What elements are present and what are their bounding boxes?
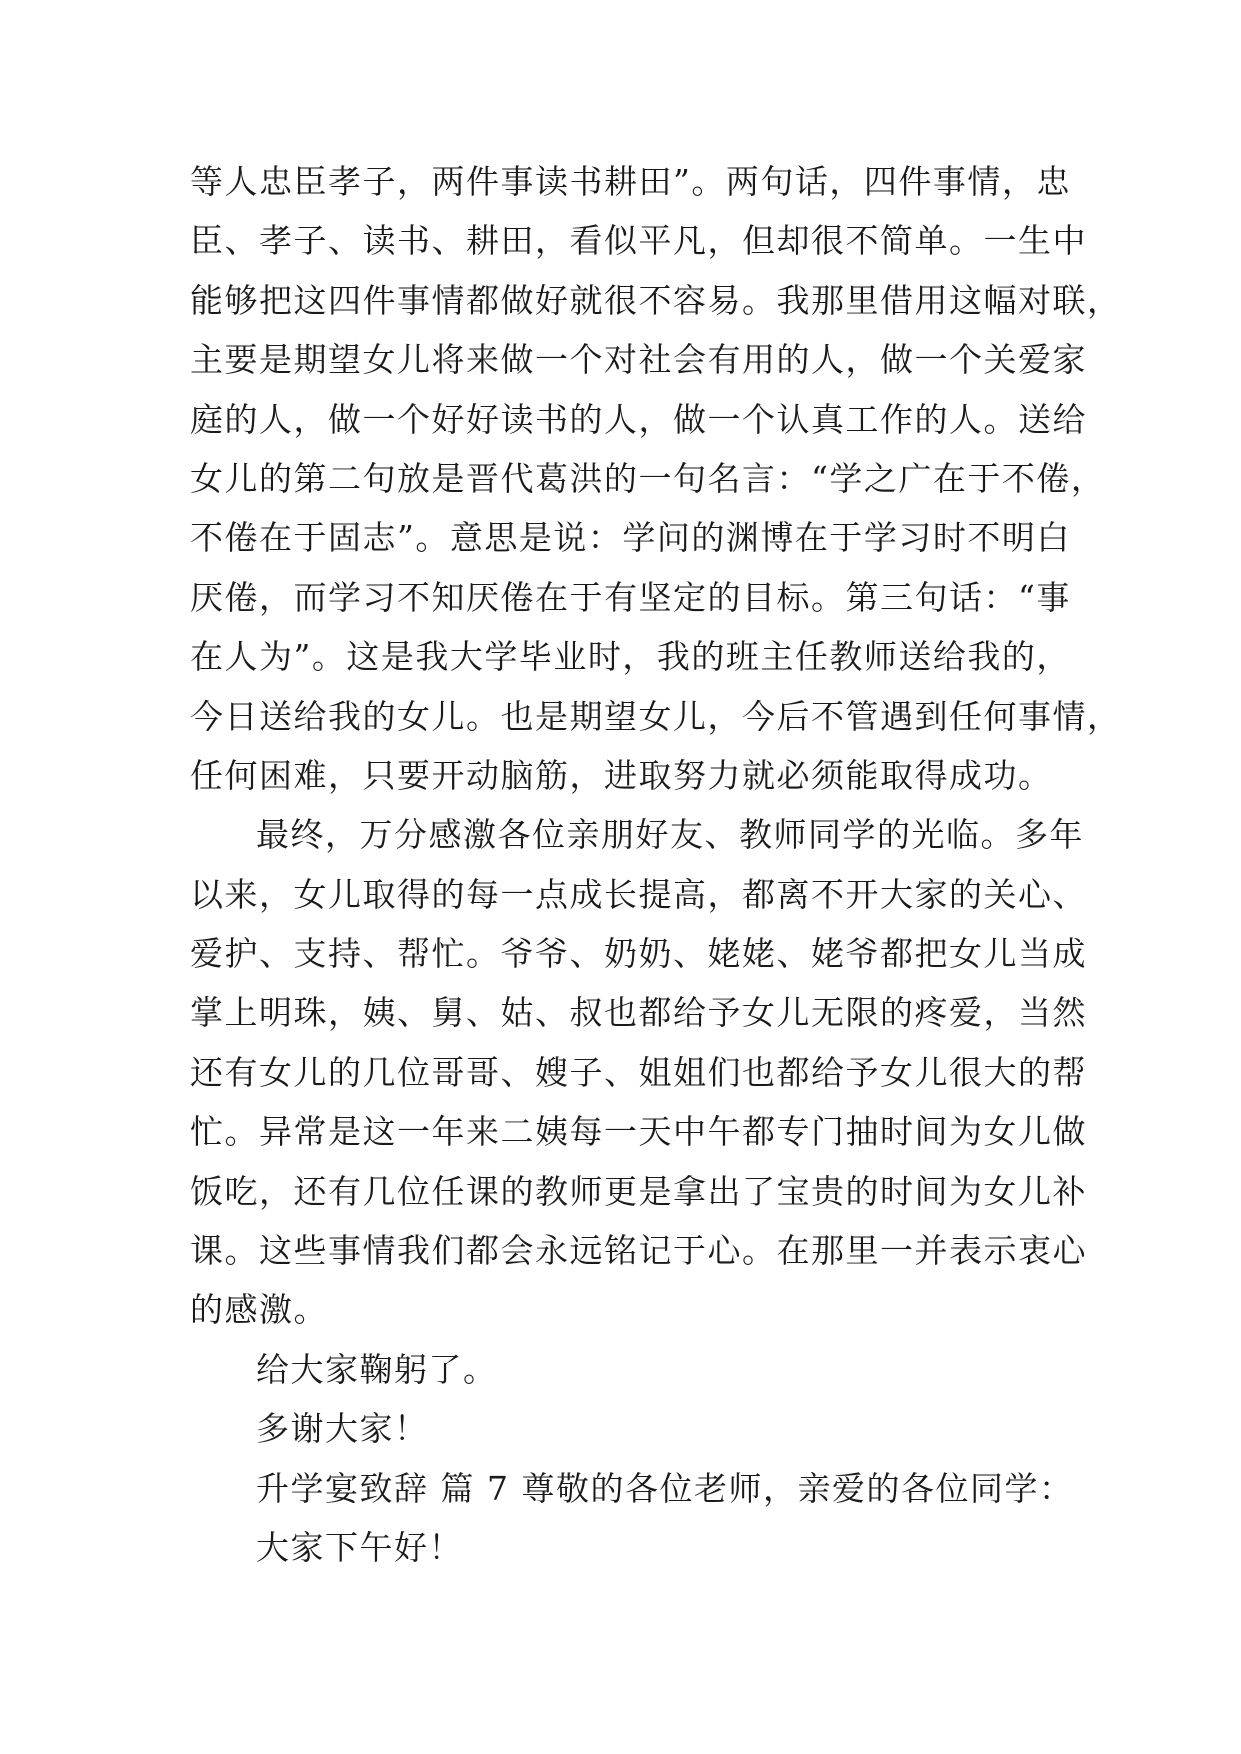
text-line: 庭的人，做一个好好读书的人，做一个认真工作的人。送给: [190, 399, 1087, 439]
text-line: 饭吃，还有几位任课的教师更是拿出了宝贵的时间为女儿补: [190, 1171, 1087, 1211]
text-line: 今日送给我的女儿。也是期望女儿，今后不管遇到任何事情，: [190, 696, 1122, 736]
text-line: 忙。异常是这一年来二姨每一天中午都专门抽时间为女儿做: [190, 1112, 1087, 1152]
text-line: 女儿的第二句放是晋代葛洪的一句名言：“学之广在于不倦，: [190, 458, 1106, 498]
text-line: 不倦在于固志”。意思是说：学问的渊博在于学习时不明白: [190, 518, 1071, 558]
text-line: 还有女儿的几位哥哥、嫂子、姐姐们也都给予女儿很大的帮: [190, 1052, 1087, 1092]
text-line: 主要是期望女儿将来做一个对社会有用的人，做一个关爱家: [190, 340, 1087, 380]
text-line: 课。这些事情我们都会永远铭记于心。在那里一并表示衷心: [190, 1231, 1087, 1271]
text-line: 掌上明珠，姨、舅、姑、叔也都给予女儿无限的疼爱，当然: [190, 993, 1087, 1033]
text-line: 最终，万分感激各位亲朋好友、教师同学的光临。多年: [256, 815, 1084, 855]
text-line: 的感激。: [190, 1290, 328, 1330]
text-line: 以来，女儿取得的每一点成长提高，都离不开大家的关心、: [190, 874, 1087, 914]
text-line: 厌倦，而学习不知厌倦在于有坚定的目标。第三句话：“事: [190, 577, 1071, 617]
text-line: 臣、孝子、读书、耕田，看似平凡，但却很不简单。一生中: [190, 221, 1087, 261]
text-line: 多谢大家！: [256, 1409, 429, 1449]
text-line: 大家下午好！: [256, 1527, 463, 1567]
document-body: [190, 152, 1122, 1577]
text-line: 任何困难，只要开动脑筋，进取努力就必须能取得成功。: [190, 755, 1053, 795]
text-line: 爱护、支持、帮忙。爷爷、奶奶、姥姥、姥爷都把女儿当成: [190, 934, 1087, 974]
text-line: 升学宴致辞 篇 7 尊敬的各位老师，亲爱的各位同学：: [256, 1468, 1074, 1508]
text-line: 能够把这四件事情都做好就很不容易。我那里借用这幅对联，: [190, 280, 1122, 320]
text-line: 等人忠臣孝子，两件事读书耕田”。两句话，四件事情，忠: [190, 162, 1071, 201]
text-line: 给大家鞠躬了。: [256, 1349, 498, 1389]
text-line: 在人为”。这是我大学毕业时，我的班主任教师送给我的，: [190, 637, 1071, 677]
